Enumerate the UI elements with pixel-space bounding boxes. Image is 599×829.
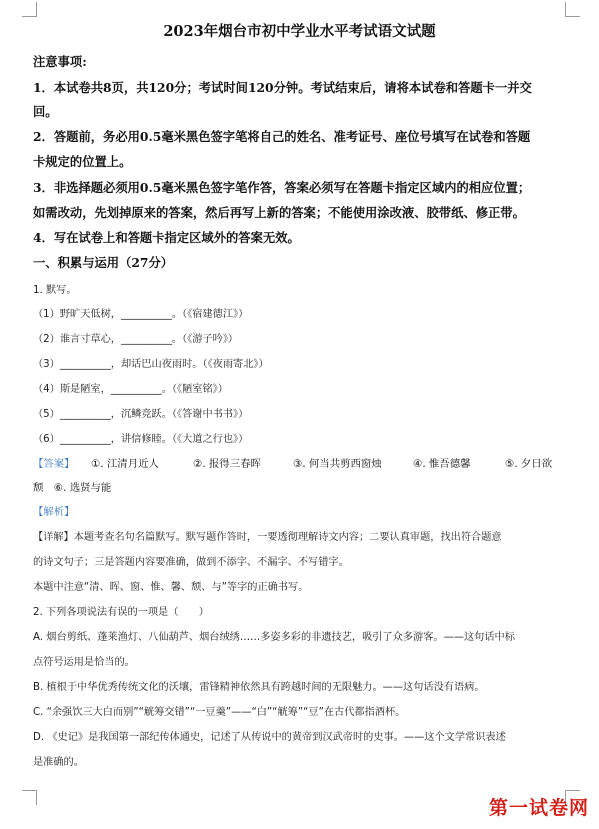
analysis-tag: 【解析】 [33,506,75,518]
answer-tag: 【答案】 [33,458,75,470]
question-1-item: （6）__________，讲信修睦。（《大道之行也》） [33,434,249,445]
crop-mark-top-left [22,2,37,17]
question-1-item: （2）谁言寸草心，__________。（《游子吟》） [33,334,239,345]
crop-mark-bottom-left [22,790,37,805]
notice-item-1-cont: 回。 [33,104,58,119]
page-title: 2023年烟台市初中学业水平考试语文试题 [163,23,436,40]
watermark-logo: 第一试卷网 [488,797,589,819]
question-1-item: （1）野旷天低树，__________。（《宿建德江》） [33,309,249,320]
answer-3: ③. 何当共剪西窗烛 [293,458,382,470]
question-2-option-d: D. 《史记》是我国第一部纪传体通史，记述了从传说中的黄帝到汉武帝时的史事。——这个文学常识表述 [33,732,506,743]
notice-item-3: 3．非选择题必须用0.5毫米黑色签字笔作答，答案必须写在答题卡指定区域内的相应位置； [33,180,531,195]
answer-1: ①. 江清月近人 [91,458,159,470]
note-text: 本题中注意“清、晖、窗、惟、馨、颓、与”等字的正确书写。 [33,582,309,593]
notice-item-2: 2．答题前，务必用0.5毫米黑色签字笔将自己的姓名、准考证号、座位号填写在试卷和答题 [33,129,531,144]
question-2-option-d-cont: 是准确的。 [33,757,84,768]
answer-4: ④. 惟吾德馨 [413,458,471,470]
notice-item-3-cont: 如需改动，先划掉原来的答案，然后再写上新的答案；不能使用涂改液、胶带纸、修正带。 [33,205,525,220]
answer-line [33,455,552,470]
question-1-stem: 1. 默写。 [33,285,77,296]
notice-item-4: 4．写在试卷上和答题卡指定区域外的答案无效。 [33,230,300,245]
notice-heading: 注意事项: [33,54,87,69]
question-1-item: （3）__________，却话巴山夜雨时。（《夜雨寄北》） [33,359,269,370]
question-1-item: （5）__________，沉鳞竞跃。（《答谢中书书》） [33,409,249,420]
question-2-option-c: C. “余强饮三大白而别”“觥筹交错”“一豆羹”——“白”“觥筹”“豆”在古代都指酒杯。 [33,707,406,718]
answer-line-cont: 颓 ⑥. 选贤与能 [33,482,112,494]
notice-item-1: 1．本试卷共8页，共120分；考试时间120分钟。考试结束后，请将本试卷和答题卡一并交 [33,80,532,95]
question-2-option-b: B. 植根于中华优秀传统文化的沃壤，雷锋精神依然具有跨越时间的无限魅力。——这句话没有语病。 [33,682,485,693]
answer-5: ⑤. 夕日欲 [505,458,553,470]
detail-text-cont: 的诗文句子；三是答题内容要准确，做到不添字、不漏字、不写错字。 [33,557,349,568]
question-2-stem: 2. 下列各项说法有误的一项是（ ） [33,607,209,618]
question-2-option-a-cont: 点符号运用是恰当的。 [33,657,135,668]
section-heading: 一、积累与运用（27分） [33,255,174,270]
question-1-item: （4）斯是陋室，__________。（《陋室铭》） [33,384,228,395]
detail-text: 【详解】本题考查名句名篇默写。默写题作答时，一要透彻理解诗文内容；二要认真审题，找出符合题意 [33,532,502,543]
question-2-option-a: A. 烟台剪纸、蓬莱渔灯、八仙葫芦、烟台绒绣……多姿多彩的非遗技艺，吸引了众多游客。——这句话中标 [33,632,515,643]
answer-2: ②. 报得三春晖 [193,458,261,470]
crop-mark-top-right [565,2,580,17]
notice-item-2-cont: 卡规定的位置上。 [33,154,132,169]
